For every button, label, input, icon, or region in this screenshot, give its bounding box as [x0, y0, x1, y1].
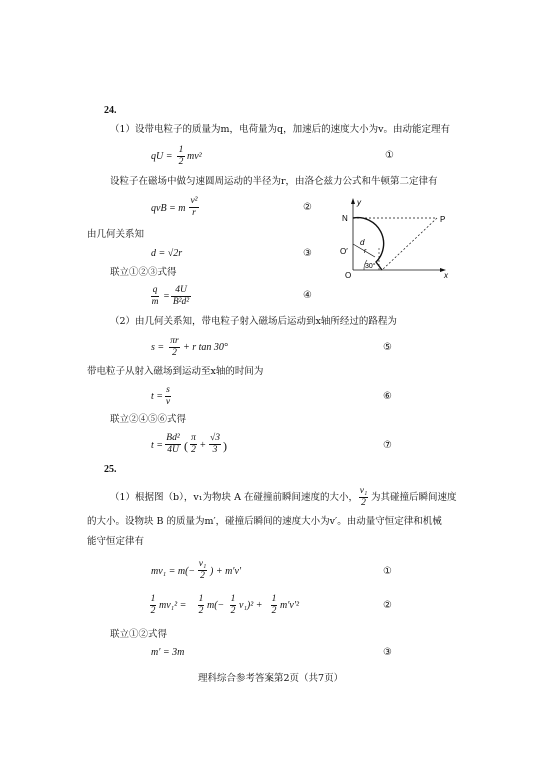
- magnetic-field-trajectory-diagram: [334, 196, 454, 281]
- label-30-degrees: 30°: [365, 263, 376, 270]
- q25-eq2-frac-2: [197, 594, 205, 617]
- q24-eq4-equals: =: [163, 291, 170, 302]
- line-p-to-exit: [382, 218, 437, 270]
- q24-eq4-num-left: q: [152, 285, 158, 295]
- q25-eq1-left: mv₁ = m(−: [151, 566, 196, 577]
- q24-paragraph-7: 联立②④⑤⑥式得: [110, 414, 187, 425]
- q24-eq1-left: qU =: [151, 151, 173, 162]
- q24-eq7-close-paren: ): [223, 439, 227, 453]
- q24-paragraph-2: 设粒子在磁场中做匀速圆周运动的半径为r，由洛仑兹力公式和牛顿第二定律有: [110, 176, 438, 187]
- q24-eq4-mark: ④: [303, 290, 312, 301]
- y-axis-arrow: [351, 198, 355, 204]
- q25-eq2-part-b: m(−: [207, 600, 225, 611]
- q25-eq2-n2: 1: [198, 594, 204, 604]
- q25-eq1-right: ) + m′v′: [210, 566, 242, 577]
- q24-eq7-num: Bd²: [166, 433, 180, 443]
- q24-eq6-den: v: [165, 397, 171, 407]
- q24-eq4-den-left: m: [151, 297, 159, 307]
- label-y: y: [357, 198, 361, 207]
- q25-eq2-d3: 2: [230, 606, 236, 616]
- q25-eq1-den: 2: [200, 571, 205, 581]
- q24-paragraph-4: 联立①②③式得: [110, 267, 177, 278]
- q24-eq7-root3: √3: [210, 433, 220, 443]
- q24-eq6-fraction: [164, 385, 172, 408]
- q24-eq7-den: 4U: [167, 445, 179, 455]
- q24-paragraph-1: （1）设带电粒子的质量为m，电荷量为q，加速后的速度大小为v。由动能定理有: [110, 124, 451, 135]
- q25-eq2-n1: 1: [150, 594, 156, 604]
- q24-eq1-mark: ①: [385, 150, 394, 161]
- q25-eq3: m′ = 3m: [151, 647, 185, 658]
- q25-eq1-fraction: [197, 559, 208, 582]
- q24-paragraph-5: （2）由几何关系知，带电粒子射入磁场后运动到x轴所经过的路程为: [110, 316, 397, 327]
- q25-paragraph-1b: 为其碰撞后瞬间速度: [371, 492, 457, 503]
- page-footer: 理科综合参考答案第2页（共7页）: [198, 673, 344, 684]
- q25-eq1-mark: ①: [383, 566, 392, 577]
- q25-eq2-part-a: mv₁² =: [159, 600, 187, 611]
- label-r: r: [364, 248, 367, 255]
- q24-eq1-den: 2: [178, 157, 184, 167]
- q24-eq7-mark: ⑦: [383, 440, 392, 451]
- q24-eq4-den-right: B²d²: [172, 297, 190, 307]
- q25-eq2-part-c: v₁)² +: [239, 600, 263, 611]
- problem-25-number: 25.: [104, 464, 117, 475]
- q25-eq3-mark: ③: [383, 647, 392, 658]
- q24-eq7-left: t =: [151, 440, 164, 451]
- q24-eq5-mark: ⑤: [383, 342, 392, 353]
- q24-eq7-pi-den: 2: [191, 445, 196, 455]
- q24-eq2-fraction: [188, 196, 200, 219]
- q24-eq5-den: 2: [172, 348, 177, 358]
- label-x: x: [444, 271, 448, 280]
- q24-eq1-right: mv²: [187, 151, 202, 162]
- label-p: P: [440, 215, 446, 224]
- q24-eq2-num: v²: [190, 196, 198, 206]
- q24-eq5-right: + r tan 30°: [183, 342, 228, 353]
- q24-eq3: d = √2r: [151, 248, 183, 259]
- q24-eq2-den: r: [192, 208, 196, 218]
- q25-paragraph-2: 的大小。设物块 B 的质量为m′，碰撞后瞬间的速度大小为v′。由动量守恒定律和机械: [87, 516, 442, 527]
- q24-eq2-mark: ②: [303, 202, 312, 213]
- label-o-prime: O′: [340, 247, 348, 256]
- q24-eq5-left: s =: [151, 342, 165, 353]
- q24-eq6-num: s: [166, 385, 170, 395]
- q25-eq2-mark: ②: [383, 600, 392, 611]
- q25-p1-fraction: [358, 486, 369, 509]
- q24-eq5-fraction: [168, 336, 181, 359]
- label-d: d: [360, 238, 365, 247]
- q25-eq2-frac-4: [270, 594, 278, 617]
- q24-eq3-mark: ③: [303, 248, 312, 259]
- problem-24-number: 24.: [104, 105, 117, 116]
- q25-eq2-d4: 2: [271, 606, 277, 616]
- q24-eq7-pi: π: [191, 433, 196, 443]
- q25-paragraph-4: 联立①②式得: [110, 629, 168, 640]
- q25-p1-frac-den: 2: [361, 498, 366, 508]
- q24-eq4-left-fraction: [150, 285, 160, 308]
- q24-eq7-fraction-pi: [189, 433, 198, 456]
- q25-paragraph-1a: （1）根据图（b），v₁为物块 A 在碰撞前瞬间速度的大小，: [110, 492, 358, 503]
- q25-eq2-n3: 1: [230, 594, 236, 604]
- q25-eq2-part-d: m′v′²: [280, 600, 300, 611]
- q25-eq2-n4: 1: [271, 594, 277, 604]
- label-n: N: [342, 214, 348, 223]
- label-o: O: [345, 271, 352, 280]
- q24-eq4-num-right: 4U: [175, 285, 187, 295]
- q24-eq4-right-fraction: [170, 285, 192, 308]
- q24-eq1-num: 1: [178, 145, 184, 155]
- q25-eq2-frac-3: [229, 594, 237, 617]
- q25-eq2-d2: 2: [198, 606, 204, 616]
- q24-eq7-fraction-main: [164, 433, 182, 456]
- q24-eq7-plus: +: [200, 440, 206, 451]
- q24-eq6-left: t =: [151, 391, 164, 402]
- q25-paragraph-3: 能守恒定律有: [87, 536, 145, 547]
- q25-p1-frac-num: v₁: [359, 486, 368, 496]
- q25-eq1-num: v₁: [198, 559, 207, 569]
- q24-eq2-left: qvB = m: [151, 203, 186, 214]
- q25-eq2-frac-1: [149, 594, 157, 617]
- q24-eq5-num: πr: [170, 336, 179, 346]
- q24-paragraph-3: 由几何关系知: [87, 229, 145, 240]
- q24-eq1-fraction: [176, 145, 186, 168]
- q24-eq6-mark: ⑥: [383, 391, 392, 402]
- q24-eq7-fraction-root3: [208, 433, 222, 456]
- q25-eq2-d1: 2: [150, 606, 156, 616]
- q24-eq7-open-paren: (: [184, 439, 188, 453]
- q24-eq7-root3-den: 3: [212, 445, 218, 455]
- q24-paragraph-6: 带电粒子从射入磁场到运动至x轴的时间为: [87, 366, 264, 377]
